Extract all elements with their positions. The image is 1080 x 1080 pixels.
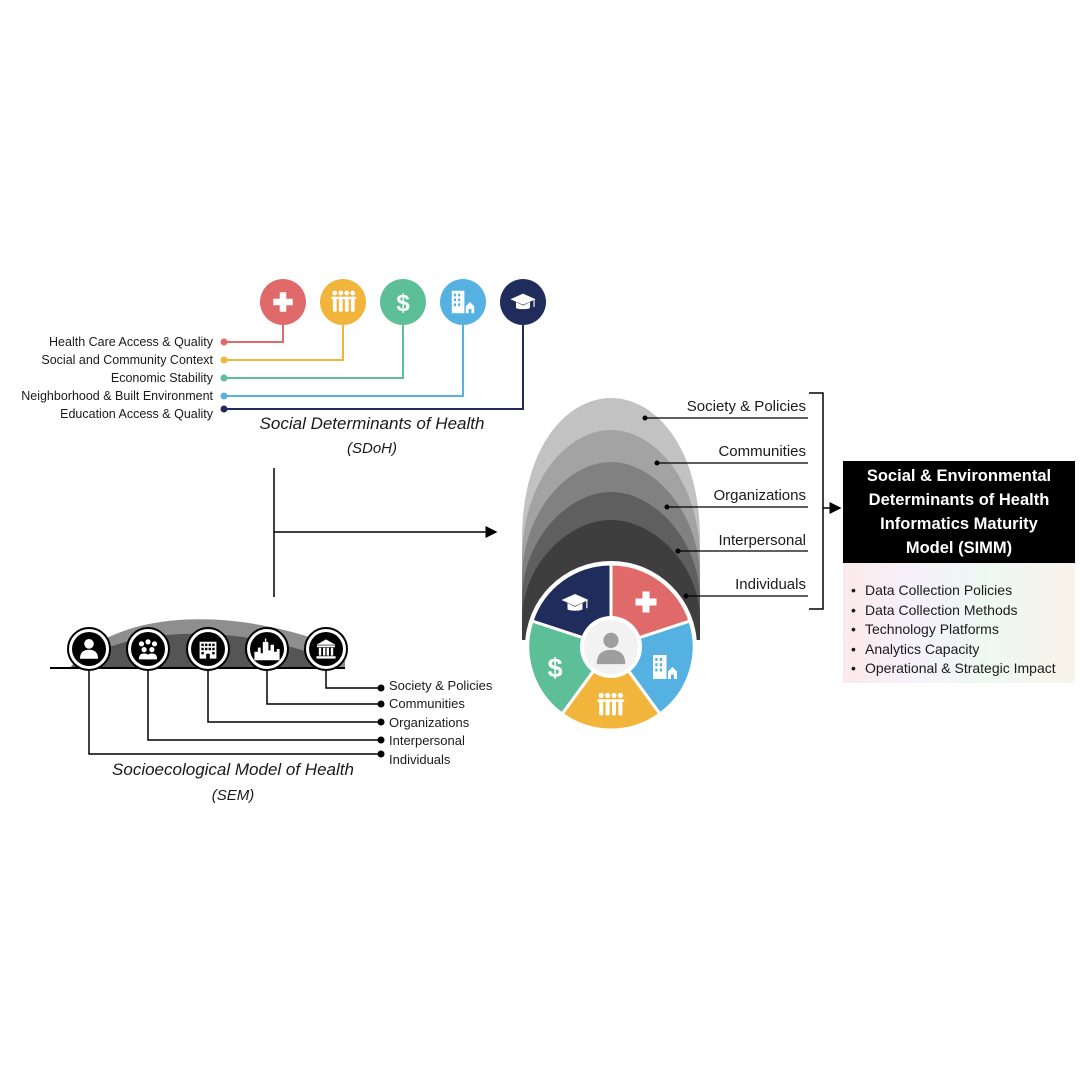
sem-icon-society	[305, 628, 347, 670]
sem-dot-1	[378, 685, 385, 692]
dollar-icon	[396, 290, 410, 317]
sdoh-pie	[525, 561, 697, 733]
sdoh-connector-3	[224, 325, 403, 378]
sdoh-label-education: Education Access & Quality	[60, 407, 213, 421]
simm-item: • Data Collection Methods	[843, 601, 1075, 621]
sdoh-abbr: (SDoH)	[346, 440, 398, 457]
layer-label-communities: Communities	[718, 443, 806, 460]
simm-item: • Operational & Strategic Impact	[843, 659, 1075, 679]
sdoh-label-social-community: Social and Community Context	[41, 353, 213, 367]
sem-dot-4	[378, 737, 385, 744]
sem-icon-organizations	[187, 628, 229, 670]
sdoh-group	[21, 279, 546, 457]
sdoh-connector-1	[224, 325, 283, 342]
layer-label-interpersonal: Interpersonal	[718, 532, 806, 549]
sdoh-dot-3	[221, 375, 228, 382]
simm-list	[843, 563, 1075, 683]
simm-item: • Analytics Capacity	[843, 640, 1075, 660]
dollar-icon	[547, 652, 562, 683]
layer-label-organizations: Organizations	[713, 487, 806, 504]
sem-leader-organizations	[208, 670, 381, 722]
simm-item: • Technology Platforms	[843, 620, 1075, 640]
sem-leader-communities	[267, 670, 381, 704]
sdoh-dot-1	[221, 339, 228, 346]
sem-icon-individuals	[68, 628, 110, 670]
sdoh-dot-2	[221, 357, 228, 364]
sem-dot-5	[378, 751, 385, 758]
layered-model	[522, 398, 808, 733]
merge-connector	[274, 468, 496, 597]
sem-leader-interpersonal	[148, 670, 381, 740]
sem-abbr: (SEM)	[211, 787, 255, 804]
sem-label-society: Society & Policies	[389, 678, 493, 693]
sdoh-icon-health-care	[260, 279, 306, 325]
sem-dot-2	[378, 701, 385, 708]
sem-dot-3	[378, 719, 385, 726]
sdoh-dot-5	[221, 406, 228, 413]
sem-label-individuals: Individuals	[389, 752, 451, 767]
sdoh-dot-4	[221, 393, 228, 400]
sdoh-label-neighborhood: Neighborhood & Built Environment	[21, 389, 213, 403]
sdoh-icon-neighborhood	[440, 279, 486, 325]
sem-leader-individuals	[89, 670, 381, 754]
layer-label-society: Society & Policies	[686, 398, 806, 415]
sem-group	[50, 619, 493, 804]
sdoh-icon-education	[500, 279, 546, 325]
sem-icon-interpersonal	[127, 628, 169, 670]
sem-title: Socioecological Model of Health	[112, 760, 354, 779]
layer-label-individuals: Individuals	[735, 576, 806, 593]
sdoh-label-health-care: Health Care Access & Quality	[49, 335, 213, 349]
sem-label-interpersonal: Interpersonal	[389, 733, 465, 748]
simm-item: • Data Collection Policies	[843, 581, 1075, 601]
sdoh-title: Social Determinants of Health	[259, 414, 485, 433]
sem-label-organizations: Organizations	[389, 715, 470, 730]
simm-title-box: Social & Environmental Determinants of Health Informatics Maturity Model (SIMM)	[843, 461, 1075, 563]
sem-icon-communities	[246, 628, 288, 670]
sem-label-communities: Communities	[389, 696, 465, 711]
sdoh-label-economic: Economic Stability	[110, 371, 213, 385]
sem-leader-society	[326, 670, 381, 688]
sdoh-icon-social-community	[320, 279, 366, 325]
bracket-arrow	[809, 393, 840, 609]
sdoh-icon-economic	[380, 279, 426, 325]
